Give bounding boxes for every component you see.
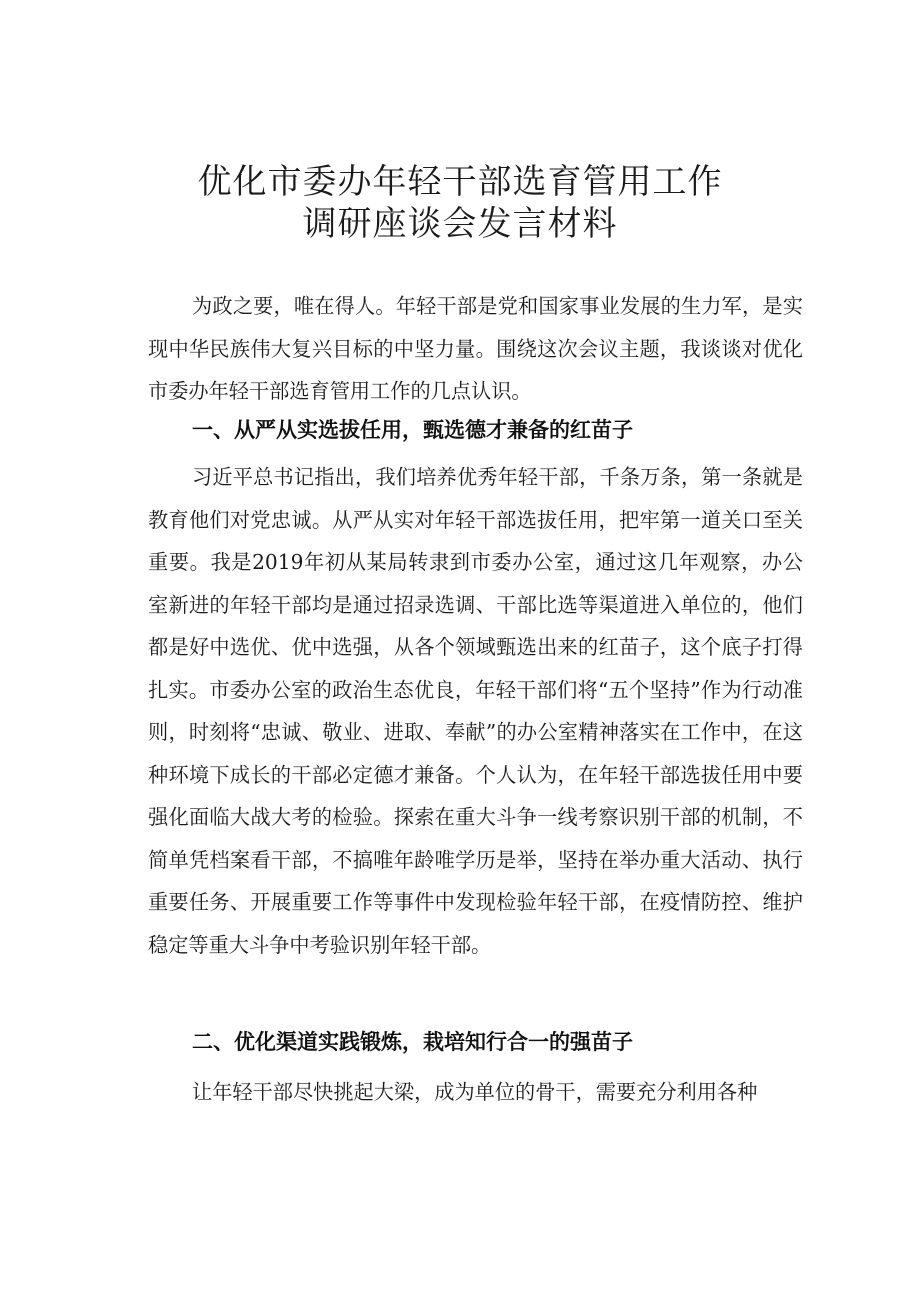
section-1-paragraph: 习近平总书记指出，我们培养优秀年轻干部，千条万条，第一条就是教育他们对党忠诚。从严从实对年轻干部选拔任用，把牢第一道关口至关重要。我是2019年初从某局转隶到市委办公室，通过这几年观察，办公室新进的年轻干部均是通过招录选调、干部比选等渠道进入单位的，他们都是好中选优、优中选强，从各个领域甄选出来的红苗子，这个底子打得扎实。市委办公室的政治生态优良，年轻干部们将“五个坚持”作为行动准则，时刻将“忠诚、敬业、进取、奉献”的办公室精神落实在工作中，在这种环境下成长的干部必定德才兼备。个人认为，在年轻干部选拔任用中要强化面临大战大考的检验。探索在重大斗争一线考察识别干部的机制，不简单凭档案看干部，不搞唯年龄唯学历是举，坚持在举办重大活动、执行重要任务、开展重要工作等事件中发现检验年轻干部，在疫情防控、维护稳定等重大斗争中考验识别年轻干部。: [148, 465, 803, 957]
intro-paragraph: 为政之要，唯在得人。年轻干部是党和国家事业发展的生力军，是实现中华民族伟大复兴目标的中坚力量。围绕这次会议主题，我谈谈对优化市委办年轻干部选育管用工作的几点认识。: [148, 294, 803, 403]
section-1-heading: 一、从严从实选拔任用，甄选德才兼备的红苗子: [192, 418, 633, 442]
section-2-heading: 二、优化渠道实践锻炼，栽培知行合一的强苗子: [192, 1030, 633, 1054]
document-title-line-1: 优化市委办年轻干部选育管用工作: [197, 162, 723, 202]
document-title-line-2: 调研座谈会发言材料: [302, 204, 618, 244]
section-2-paragraph: 让年轻干部尽快挑起大梁，成为单位的骨干，需要充分利用各种: [192, 1080, 758, 1104]
